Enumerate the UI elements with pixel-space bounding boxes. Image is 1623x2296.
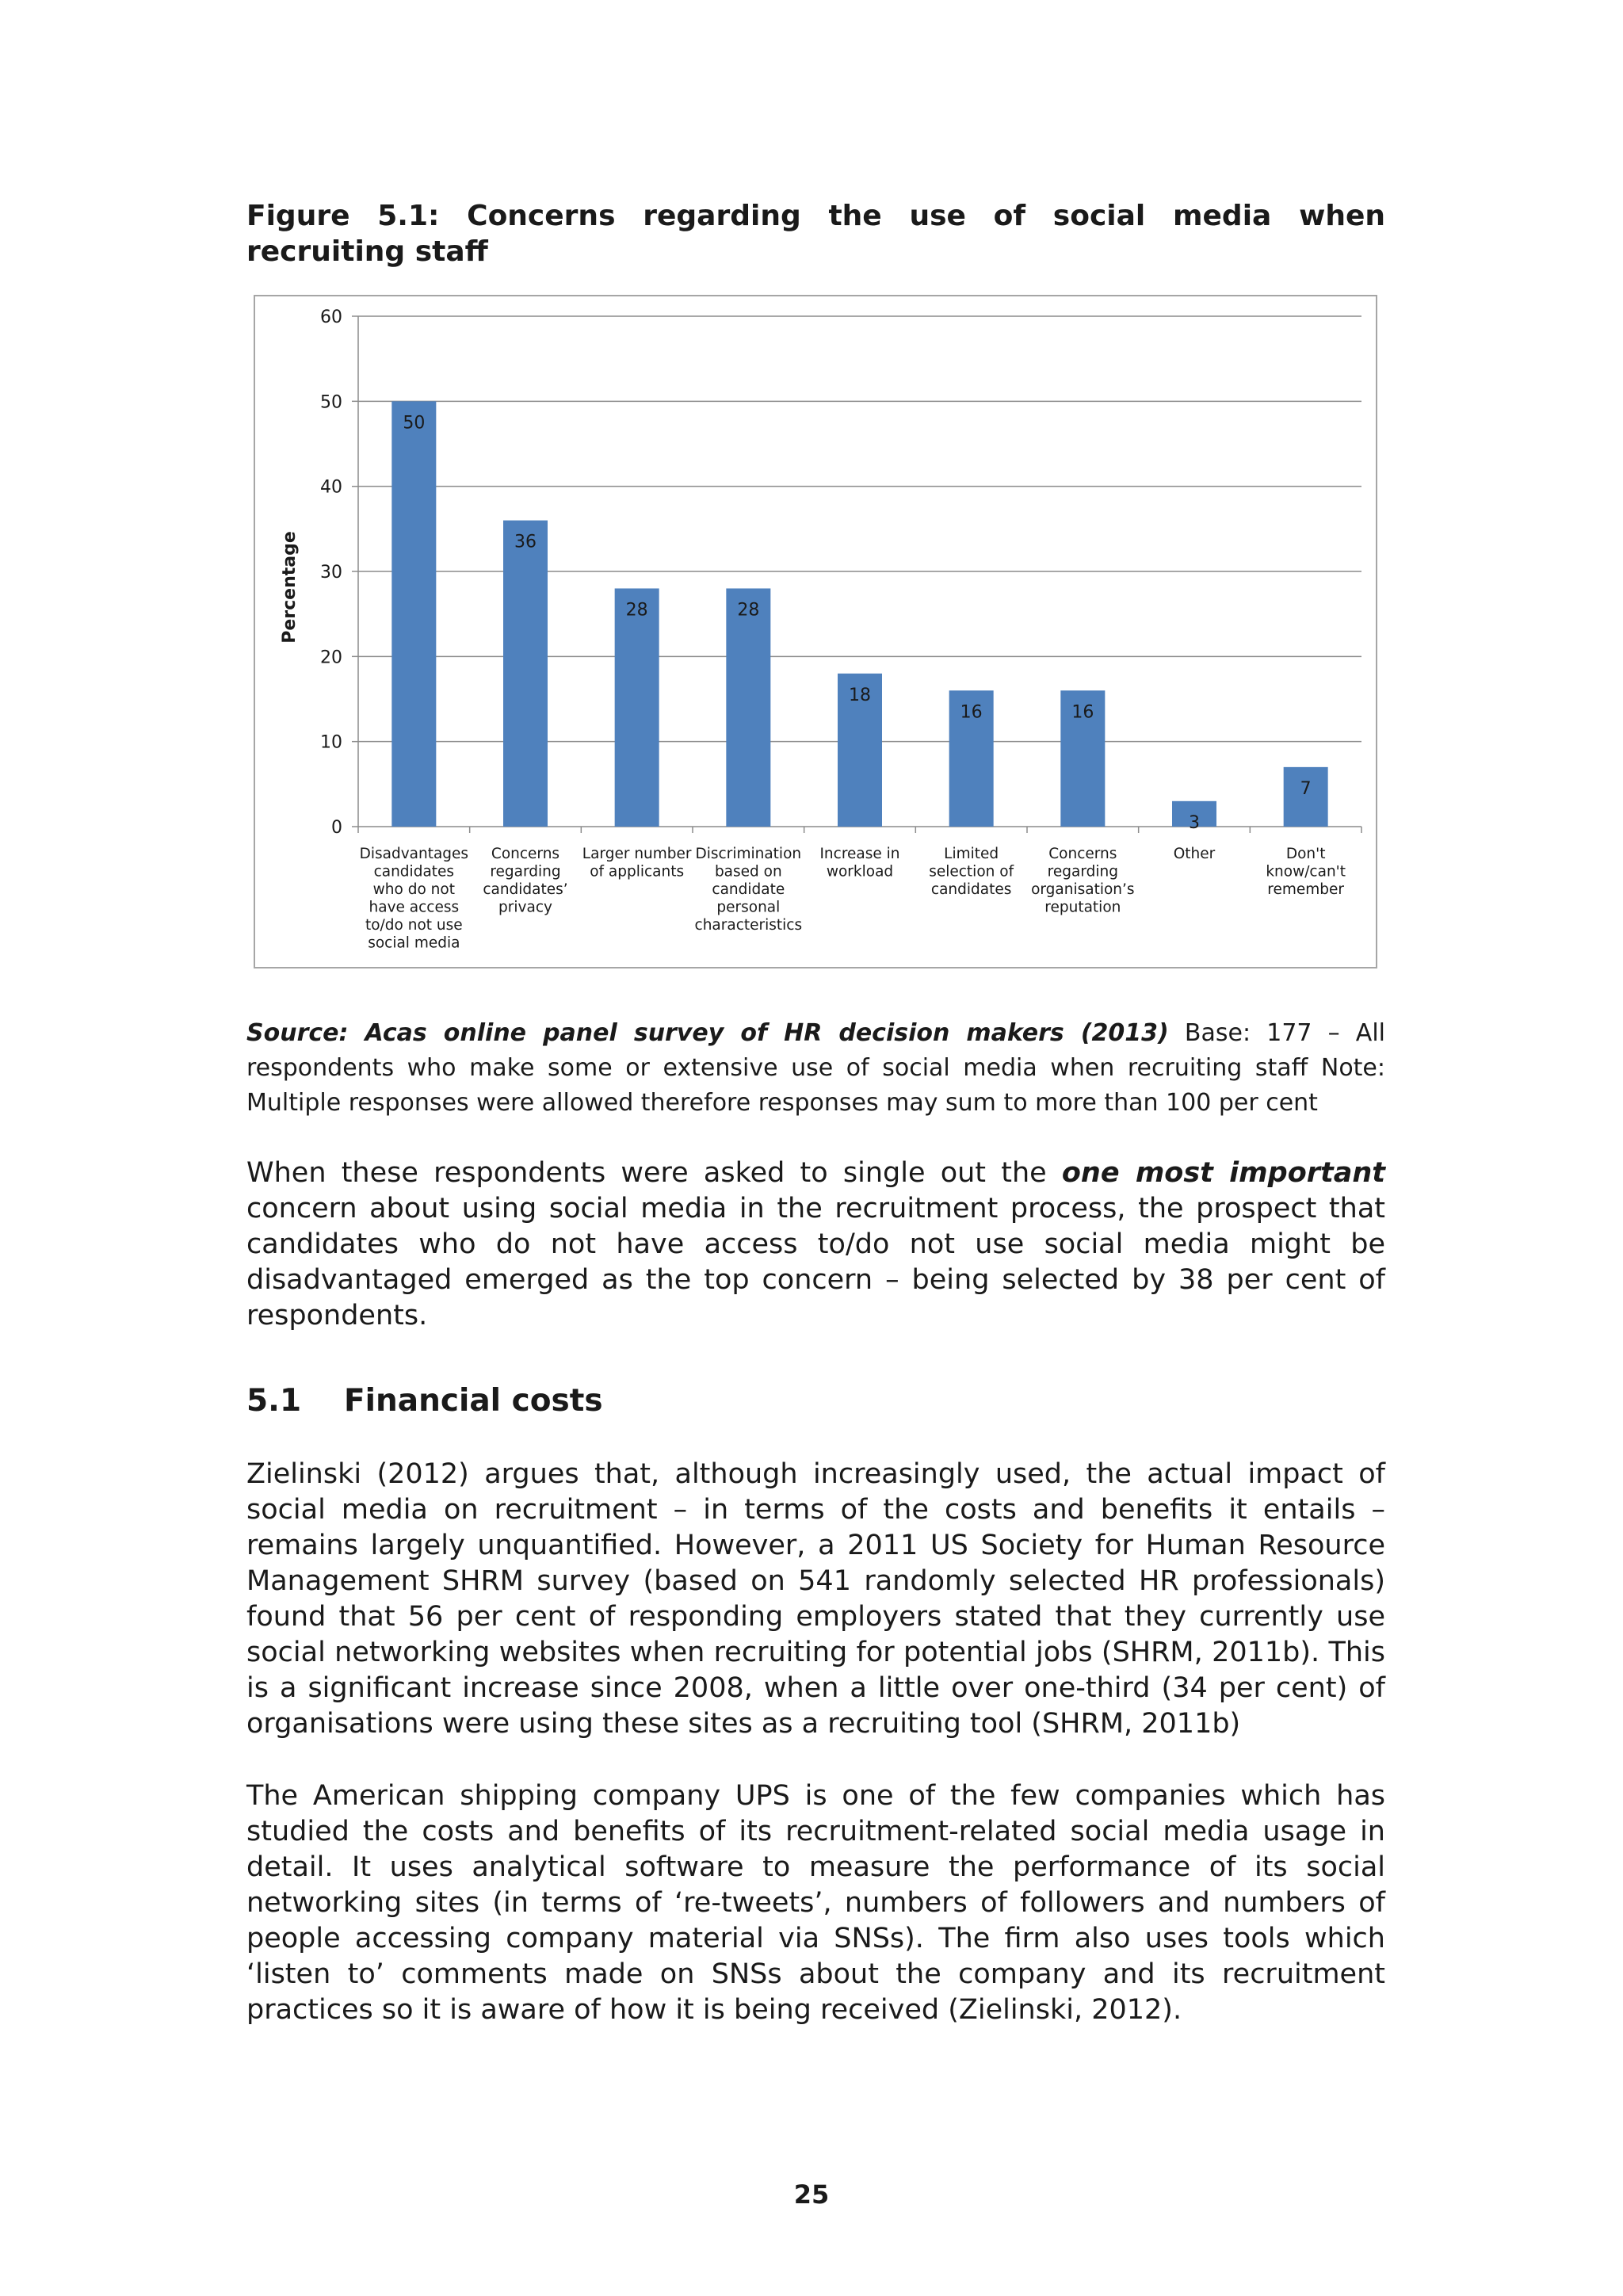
bar [726,588,770,827]
data-label: 28 [737,600,760,621]
page-number: 25 [793,2179,830,2210]
figure-source [246,1016,1385,1121]
x-tick-label-line: social media [368,934,460,952]
bar [503,521,548,827]
x-tick-label-line: know/can't [1266,863,1346,881]
x-tick-label [582,846,692,881]
data-label: 18 [849,685,871,705]
x-tick-label-line: Don't [1285,846,1326,862]
x-tick-label [929,846,1014,898]
x-tick-label-line: who do not [372,881,455,898]
x-tick-label [1031,846,1134,916]
x-tick-label-line: based on [714,863,782,881]
data-label: 36 [514,532,537,552]
x-tick-label-line: candidates [930,881,1012,898]
y-tick-label: 20 [320,648,342,668]
bar [391,401,436,827]
x-tick-label-line: candidate [712,881,785,898]
data-label: 16 [1071,702,1094,723]
x-tick-label-line: organisation’s [1031,881,1135,898]
x-tick-label-line: have access [369,899,460,916]
y-axis-label: Percentage [280,531,300,644]
x-tick-label-line: Disadvantages [359,846,469,862]
data-label: 28 [625,600,648,621]
x-tick-label-line: Limited [944,846,999,862]
paragraph-1-emphasis: one most important [1061,1157,1385,1189]
x-tick-label [1174,846,1216,862]
x-tick-label [695,846,803,934]
chart-frame [254,295,1377,968]
paragraph-1 [246,1156,1385,1334]
y-tick-label: 30 [320,563,342,583]
section-number: 5.1 [246,1383,302,1419]
x-tick-label-line: Increase in [819,846,900,862]
y-tick-label: 40 [320,477,342,498]
bar-chart [255,296,1376,967]
x-tick-label-line: candidates’ [483,881,568,898]
x-tick-label-line: to/do not use [365,917,463,934]
section-title: Financial costs [344,1383,603,1419]
x-tick-label-line: reputation [1044,899,1121,916]
y-tick-label: 60 [320,308,342,327]
data-label: 7 [1300,778,1312,799]
paragraph-1-text-a: When these respondents were asked to single out the [246,1157,1062,1189]
x-tick-label [819,846,899,881]
x-tick-label-line: regarding [490,863,561,881]
x-tick-label-line: selection of [929,863,1014,881]
x-tick-label [483,846,567,916]
x-tick-label-line: Other [1173,846,1216,862]
page-content [246,198,1385,2028]
x-tick-label-line: Larger number [582,846,692,862]
figure-title: Figure 5.1: Concerns regarding the use of social media when recruiting staff [246,200,1385,268]
x-tick-label-line: Concerns [1048,846,1117,862]
data-label: 16 [960,702,983,723]
y-tick-label: 10 [320,732,342,753]
bars [391,401,1327,827]
y-tick-label: 0 [331,818,342,838]
source-label: Source: Acas online panel survey of HR decision makers (2013) [246,1019,1169,1047]
x-tick-label-line: Concerns [491,846,560,862]
x-tick-label [360,846,468,952]
bar [615,588,659,827]
section-heading [246,1383,1385,1419]
paragraph-2: Zielinski (2012) argues that, although increasingly used, the actual impact of social media on recruitment – in terms of the costs and benefits it entails – remains largely unquantified. However, a 2011 US Society for Human Resource Management SHRM survey (based on 541 randomly selected HR professionals) found that 56 per cent of responding employers stated that they currently use social networking websites when recruiting for potential jobs (SHRM, 2011b). This is a significant increase since 2008, when a little over one-third (34 per cent) of organisations were using these sites as a recruiting tool (SHRM, 2011b) [246,1458,1385,1740]
x-tick-labels [360,846,1346,952]
source-text: Base: 177 – All respondents who make some or extensive use of social media when recruiting staff Note: Multiple responses were allowed therefore responses may sum to more than 100 per cent [246,1019,1385,1117]
paragraph-3: The American shipping company UPS is one of the few companies which has studied the costs and benefits of its recruitment-related social media usage in detail. It uses analytical software to measure the performance of its social networking sites (in terms of ‘re-tweets’, numbers of followers and numbers of people accessing company material via SNSs). The firm also uses tools which ‘listen to’ comments made on SNSs about the company and its recruitment practices so it is aware of how it is being received (Zielinski, 2012). [246,1780,1385,2026]
x-tick-label [1266,846,1346,898]
data-label: 3 [1189,812,1200,833]
y-tick-label: 50 [320,392,342,413]
x-tick-label-line: privacy [498,899,552,916]
x-tick-label-line: workload [826,863,894,881]
x-tick-label-line: regarding [1047,863,1118,881]
x-tick-label-line: personal [716,899,781,916]
data-label: 50 [403,413,426,434]
x-tick-label-line: characteristics [694,917,803,934]
paragraph-1-text-b: concern about using social media in the recruitment process, the prospect that candidates who do not have access to/do not use social media might be disadvantaged emerged as the top concern – being selected by 38 per cent of respondents. [246,1193,1385,1331]
x-tick-label-line: candidates [373,863,455,881]
x-tick-label-line: of applicants [590,863,685,881]
x-tick-label-line: remember [1267,881,1345,898]
x-tick-label-line: Discrimination [695,846,802,862]
y-tick-labels [320,308,342,838]
